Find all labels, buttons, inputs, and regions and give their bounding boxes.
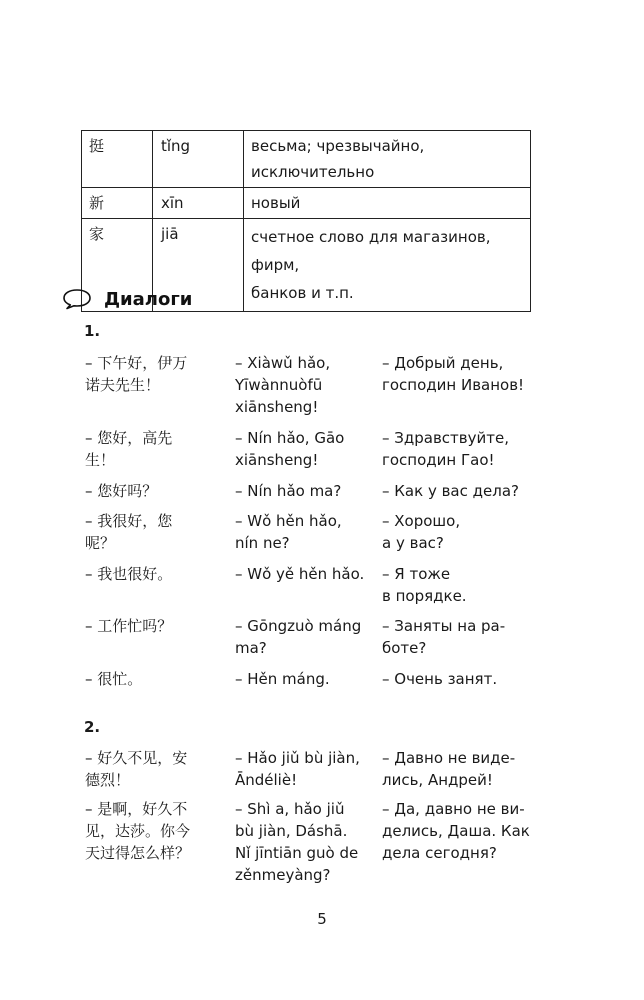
text-line: – 好久不见，安 <box>85 749 188 767</box>
text-line: – 下午好，伊万 <box>85 354 188 372</box>
text-line: zěnmeyàng? <box>235 866 331 884</box>
chinese-text <box>85 798 225 864</box>
russian-text <box>382 747 542 791</box>
hanzi-cell: 新 <box>82 188 153 219</box>
text-line: – Wǒ yě hěn hǎo. <box>235 565 365 583</box>
text-line: – Заняты на ра- <box>382 617 506 635</box>
text-line: – Добрый день, <box>382 354 504 372</box>
table-row <box>82 131 531 188</box>
text-line: 生！ <box>85 451 116 469</box>
text-line: bù jiàn, Dáshā. <box>235 822 348 840</box>
pinyin-text <box>235 352 375 418</box>
text-line: – 工作忙吗？ <box>85 617 173 635</box>
pinyin-text <box>235 798 375 886</box>
speech-bubble-icon <box>62 288 92 310</box>
pinyin-text <box>235 563 375 585</box>
page-number: 5 <box>317 910 327 928</box>
section-title: Диалоги <box>104 288 193 310</box>
text-line: – Nín hǎo, Gāo <box>235 429 345 447</box>
text-line: 德烈！ <box>85 771 131 789</box>
text-line: xiānsheng! <box>235 451 319 469</box>
russian-text <box>382 563 542 607</box>
text-line: – Очень занят. <box>382 670 498 688</box>
text-line: – Shì a, hǎo jiǔ <box>235 800 345 818</box>
meaning-line: счетное слово для магазинов, фирм, <box>251 228 491 274</box>
hanzi-cell: 家 <box>82 219 153 312</box>
russian-text <box>382 798 542 864</box>
pinyin-cell: xīn <box>153 188 244 219</box>
meaning-cell <box>244 219 531 312</box>
text-line: – Хорошо, <box>382 512 461 530</box>
meaning-line: банков и т.п. <box>251 284 354 302</box>
text-line: – Здравствуйте, <box>382 429 509 447</box>
text-line: – Hěn máng. <box>235 670 330 688</box>
russian-text <box>382 510 542 554</box>
text-line: а у вас? <box>382 534 444 552</box>
text-line: ma? <box>235 639 267 657</box>
pinyin-text <box>235 747 375 791</box>
pinyin-text <box>235 480 375 502</box>
chinese-text <box>85 352 225 396</box>
text-line: Nǐ jīntiān guò de <box>235 844 359 862</box>
chinese-text <box>85 615 225 637</box>
text-line: – Gōngzuò máng <box>235 617 362 635</box>
chinese-text <box>85 427 225 471</box>
text-line: xiānsheng! <box>235 398 319 416</box>
russian-text <box>382 615 542 659</box>
pinyin-cell: jiā <box>153 219 244 312</box>
hanzi-cell: 挺 <box>82 131 153 188</box>
text-line: боте? <box>382 639 427 657</box>
text-line: – Как у вас дела? <box>382 482 519 500</box>
text-line: – 您好，高先 <box>85 429 173 447</box>
meaning-cell: новый <box>244 188 531 219</box>
pinyin-text <box>235 668 375 690</box>
text-line: – Nín hǎo ma? <box>235 482 342 500</box>
chinese-text <box>85 668 225 690</box>
text-line: – 是啊，好久不 <box>85 800 188 818</box>
text-line: Yīwànnuòfū <box>235 376 323 394</box>
text-line: 诺夫先生！ <box>85 376 161 394</box>
text-line: в порядке. <box>382 587 467 605</box>
text-line: nín ne? <box>235 534 290 552</box>
text-line: делись, Даша. Как <box>382 822 530 840</box>
text-line: – Xiàwǔ hǎo, <box>235 354 331 372</box>
meaning-cell: весьма; чрезвычайно, исключительно <box>244 131 531 188</box>
dialog-number: 2. <box>84 718 101 736</box>
vocabulary-table <box>81 130 531 312</box>
text-line: – Hǎo jiǔ bù jiàn, <box>235 749 360 767</box>
text-line: 天过得怎么样？ <box>85 844 191 862</box>
pinyin-cell: tǐng <box>153 131 244 188</box>
russian-text <box>382 480 542 502</box>
text-line: дела сегодня? <box>382 844 497 862</box>
chinese-text <box>85 747 225 791</box>
table-row <box>82 188 531 219</box>
text-line: – Я тоже <box>382 565 451 583</box>
text-line: – Давно не виде- <box>382 749 516 767</box>
text-line: лись, Андрей! <box>382 771 493 789</box>
russian-text <box>382 668 542 690</box>
section-heading <box>62 286 192 312</box>
dialog-number: 1. <box>84 322 101 340</box>
chinese-text <box>85 480 225 502</box>
chinese-text <box>85 510 225 554</box>
russian-text <box>382 427 542 471</box>
text-line: 见，达莎。你今 <box>85 822 191 840</box>
text-line: – 我也很好。 <box>85 565 173 583</box>
text-line: господин Иванов! <box>382 376 525 394</box>
russian-text <box>382 352 542 396</box>
chinese-text <box>85 563 225 585</box>
text-line: – Wǒ hěn hǎo, <box>235 512 342 530</box>
text-line: – 您好吗？ <box>85 482 158 500</box>
text-line: 呢？ <box>85 534 116 552</box>
text-line: – 很忙。 <box>85 670 143 688</box>
text-line: господин Гао! <box>382 451 495 469</box>
text-line: Āndéliè! <box>235 771 298 789</box>
text-line: – Да, давно не ви- <box>382 800 525 818</box>
pinyin-text <box>235 427 375 471</box>
text-line: – 我很好，您 <box>85 512 173 530</box>
pinyin-text <box>235 615 375 659</box>
pinyin-text <box>235 510 375 554</box>
